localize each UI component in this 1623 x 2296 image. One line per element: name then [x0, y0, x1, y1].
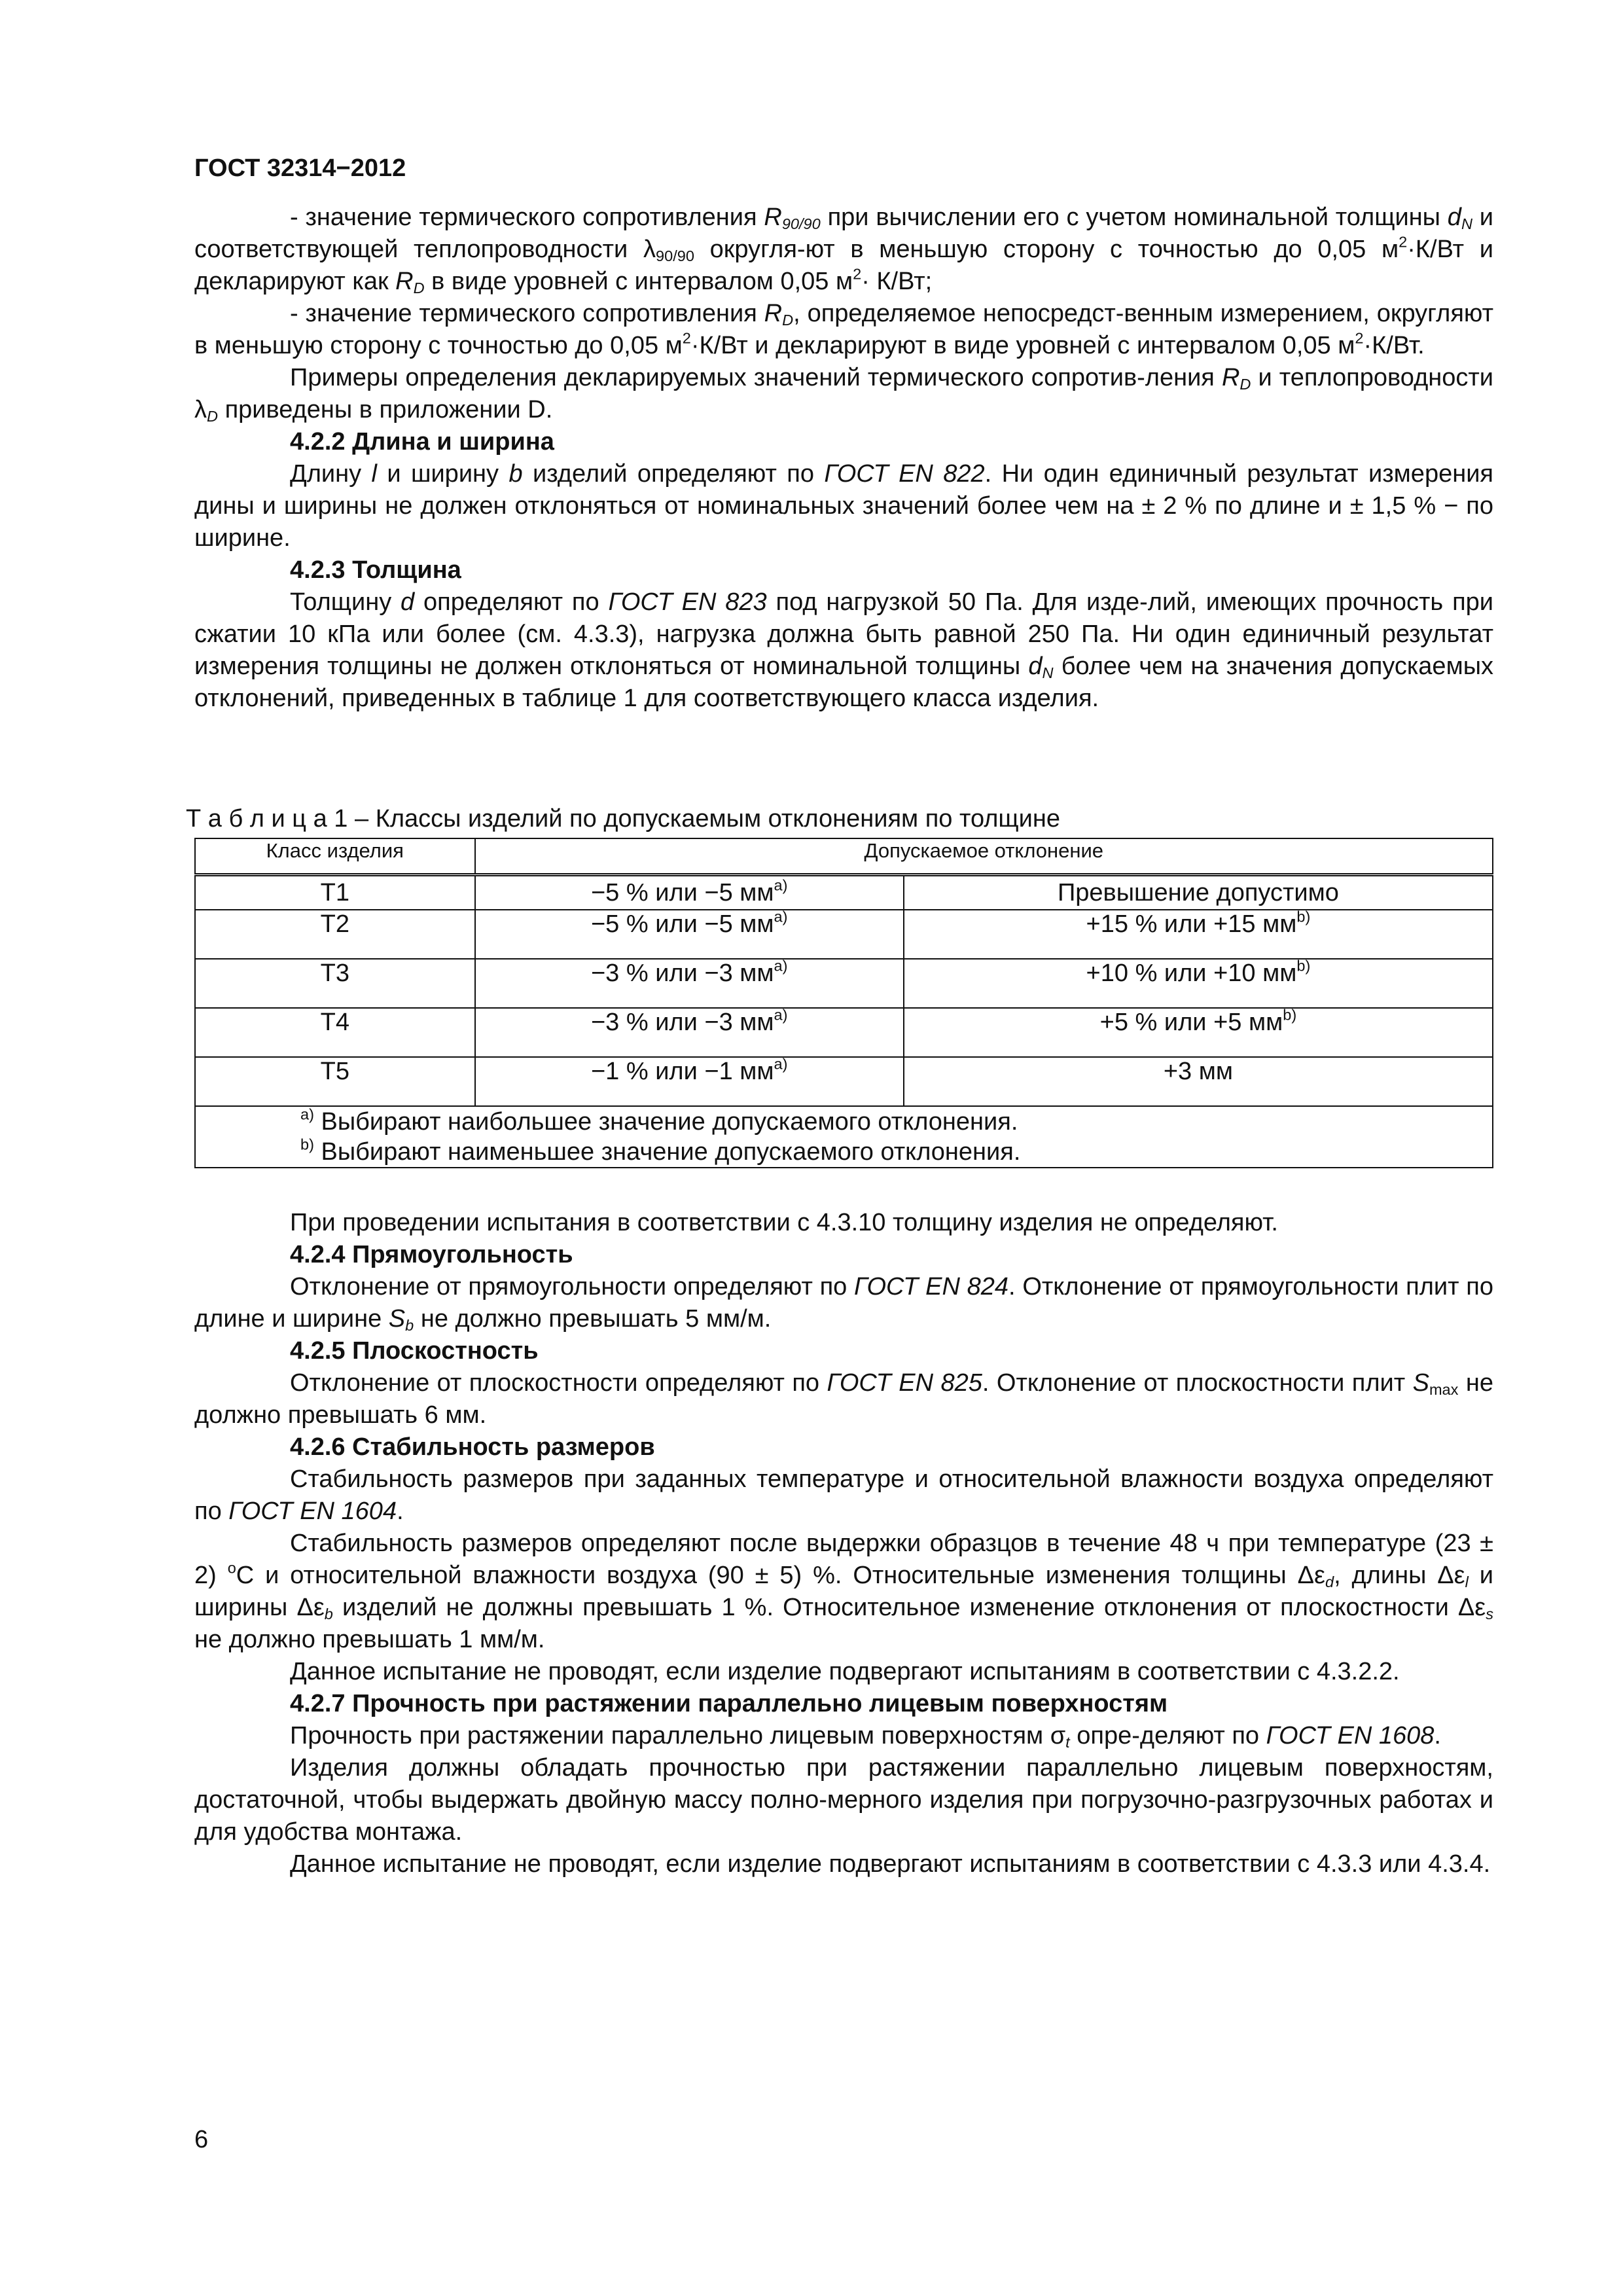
cell-class: T2 — [195, 910, 475, 959]
paragraph-tensile-exception: Данное испытание не проводят, если изделие подвергают испытаниям в соответствии с 4.3.3 или 4.3.4. — [290, 1850, 1491, 1878]
heading-4-2-6: 4.2.6 Стабильность размеров — [290, 1433, 655, 1461]
table-header-row — [195, 838, 1493, 875]
heading-4-2-4: 4.2.4 Прямоугольность — [290, 1241, 573, 1268]
paragraph-examples: Примеры определения декларируемых значений термического сопротив-ления $R_D$ и теплопроводности $\lambda_D$ приведены в приложении D. — [194, 364, 1494, 425]
cell-plus: +3 мм — [904, 1057, 1493, 1106]
cell-minus: −1 % или −1 $мм^{a)}$ — [475, 1057, 904, 1106]
paragraph-stability-method: Стабильность размеров при заданных температуре и относительной влажности воздуха определяют по ГОСТ EN 1604. — [194, 1465, 1493, 1525]
paragraph-stability-exception: Данное испытание не проводят, если изделие подвергают испытаниям в соответствии с 4.3.2.2. — [290, 1658, 1400, 1685]
paragraph-squareness: Отклонение от прямоугольности определяют по ГОСТ EN 824. Отклонение от прямоугольности плит по длине и ширине $S_b$ не должно превышать 5 мм/м. — [194, 1273, 1493, 1334]
table-footnotes-row — [195, 1106, 1493, 1168]
table-row — [195, 910, 1493, 959]
table-row — [195, 1008, 1493, 1057]
paragraph-test-note: При проведении испытания в соответствии с 4.3.10 толщину изделия не определяют. — [290, 1209, 1278, 1236]
table-row — [195, 875, 1493, 910]
heading-4-2-2: 4.2.2 Длина и ширина — [290, 428, 554, 456]
cell-minus: −5 % или −5 $мм^{a)}$ — [475, 875, 904, 910]
cell-plus: +15 % или +15 $мм^{b)}$ — [904, 910, 1493, 959]
heading-4-2-3: 4.2.3 Толщина — [290, 556, 461, 584]
cell-minus: −3 % или −3 $мм^{a)}$ — [475, 959, 904, 1008]
header-class: Класс изделия — [195, 838, 475, 875]
paragraph-tensile-method: Прочность при растяжении параллельно лицевым поверхностям $\sigma_t$ опре-деляют по ГОСТ EN 1608. — [290, 1722, 1441, 1751]
cell-minus: −5 % или −5 $мм^{a)}$ — [475, 910, 904, 959]
cell-plus: +10 % или +10 $мм^{b)}$ — [904, 959, 1493, 1008]
header-tolerance: Допускаемое отклонение — [475, 838, 1493, 875]
table-row — [195, 959, 1493, 1008]
paragraph-thickness: Толщину d определяют по ГОСТ EN 823 под нагрузкой 50 Па. Для изде-лий, имеющих прочность при сжатии 10 кПа или более (см. 4.3.3), нагрузка должна быть равной 250 Па. Ни один единичный результат измерения толщины не должен отклоняться от номинальной толщины $d_N$ более чем на значения допускаемых отклонений, приведенных в таблице 1 для соответствующего класса изделия. — [194, 588, 1494, 712]
thickness-tolerance-table — [194, 838, 1493, 1168]
bottom-text-section — [194, 1207, 1493, 1880]
paragraph-length-width: Длину l и ширину b изделий определяют по ГОСТ EN 822. Ни один единичный результат измерения дины и ширины не должен отклоняться от номинальных значений более чем на ± 2 % по длине и ± 1,5 % − по ширине. — [194, 460, 1493, 552]
document-header: ГОСТ 32314−2012 — [194, 154, 406, 182]
cell-class: T3 — [195, 959, 475, 1008]
heading-4-2-7: 4.2.7 Прочность при растяжении параллельно лицевым поверхностям — [290, 1690, 1168, 1717]
paragraph-flatness: Отклонение от плоскостности определяют по ГОСТ EN 825. Отклонение от плоскостности плит $S_{max}$ не должно превышать 6 мм. — [194, 1369, 1493, 1429]
cell-class: T1 — [195, 875, 475, 910]
table-footnotes — [195, 1106, 1493, 1168]
heading-4-2-5: 4.2.5 Плоскостность — [290, 1337, 539, 1365]
cell-plus: Превышение допустимо — [904, 875, 1493, 910]
page-number: 6 — [194, 2126, 209, 2153]
paragraph-r9090: - значение термического сопротивления $R_{90/90}$ при вычислении его с учетом номинальной толщины $d_N$ и соответствующей теплопроводности $\lambda_{90/90}$ округля-ют в меньшую сторону с точностью до 0,05 $м^2\cdot К/Вт$ и декларируют как $R_D$ в виде уровней с интервалом 0,05 $м^2\cdot К/Вт$; — [194, 204, 1494, 296]
cell-class: T4 — [195, 1008, 475, 1057]
footnote-b: $^{b)}$ Выбирают наименьшее значение допускаемого отклонения. — [300, 1136, 1021, 1166]
paragraph-stability-conditions: Стабильность размеров определяют после выдержки образцов в течение 48 ч при температуре (23 ± 2) $^o$С и относительной влажности воздуха (90 ± 5) %. Относительные изменения толщины $\Delta\varepsilon_d$, длины $\Delta\varepsilon_l$ и ширины $\Delta\varepsilon_b$ изделий не должны превышать 1 %. Относительное изменение отклонения от плоскостности $\Delta\varepsilon_s$ не должно превышать 1 мм/м. — [194, 1530, 1493, 1653]
footnote-a: $^{a)}$ Выбирают наибольшее значение допускаемого отклонения. — [300, 1105, 1018, 1136]
paragraph-tensile-requirement: Изделия должны обладать прочностью при растяжении параллельно лицевым поверхностям, достаточной, чтобы выдержать двойную массу полно-мерного изделия при погрузочно-разгрузочных работах и для удобства монтажа. — [194, 1754, 1493, 1846]
table-row — [195, 1057, 1493, 1106]
top-text-section — [194, 202, 1493, 715]
cell-plus: +5 % или +5 $мм^{b)}$ — [904, 1008, 1493, 1057]
paragraph-rd: - значение термического сопротивления $R_D$, определяемое непосредст-венным измерением, округляют в меньшую сторону с точностью до 0,05 $м^2\cdot К/Вт$ и декларируют в виде уровней с интервалом 0,05 $м^2\cdot К/Вт$. — [194, 300, 1494, 359]
cell-class: T5 — [195, 1057, 475, 1106]
cell-minus: −3 % или −3 $мм^{a)}$ — [475, 1008, 904, 1057]
table-caption: Т а б л и ц а 1 – Классы изделий по допускаемым отклонениям по толщине — [186, 805, 1061, 833]
